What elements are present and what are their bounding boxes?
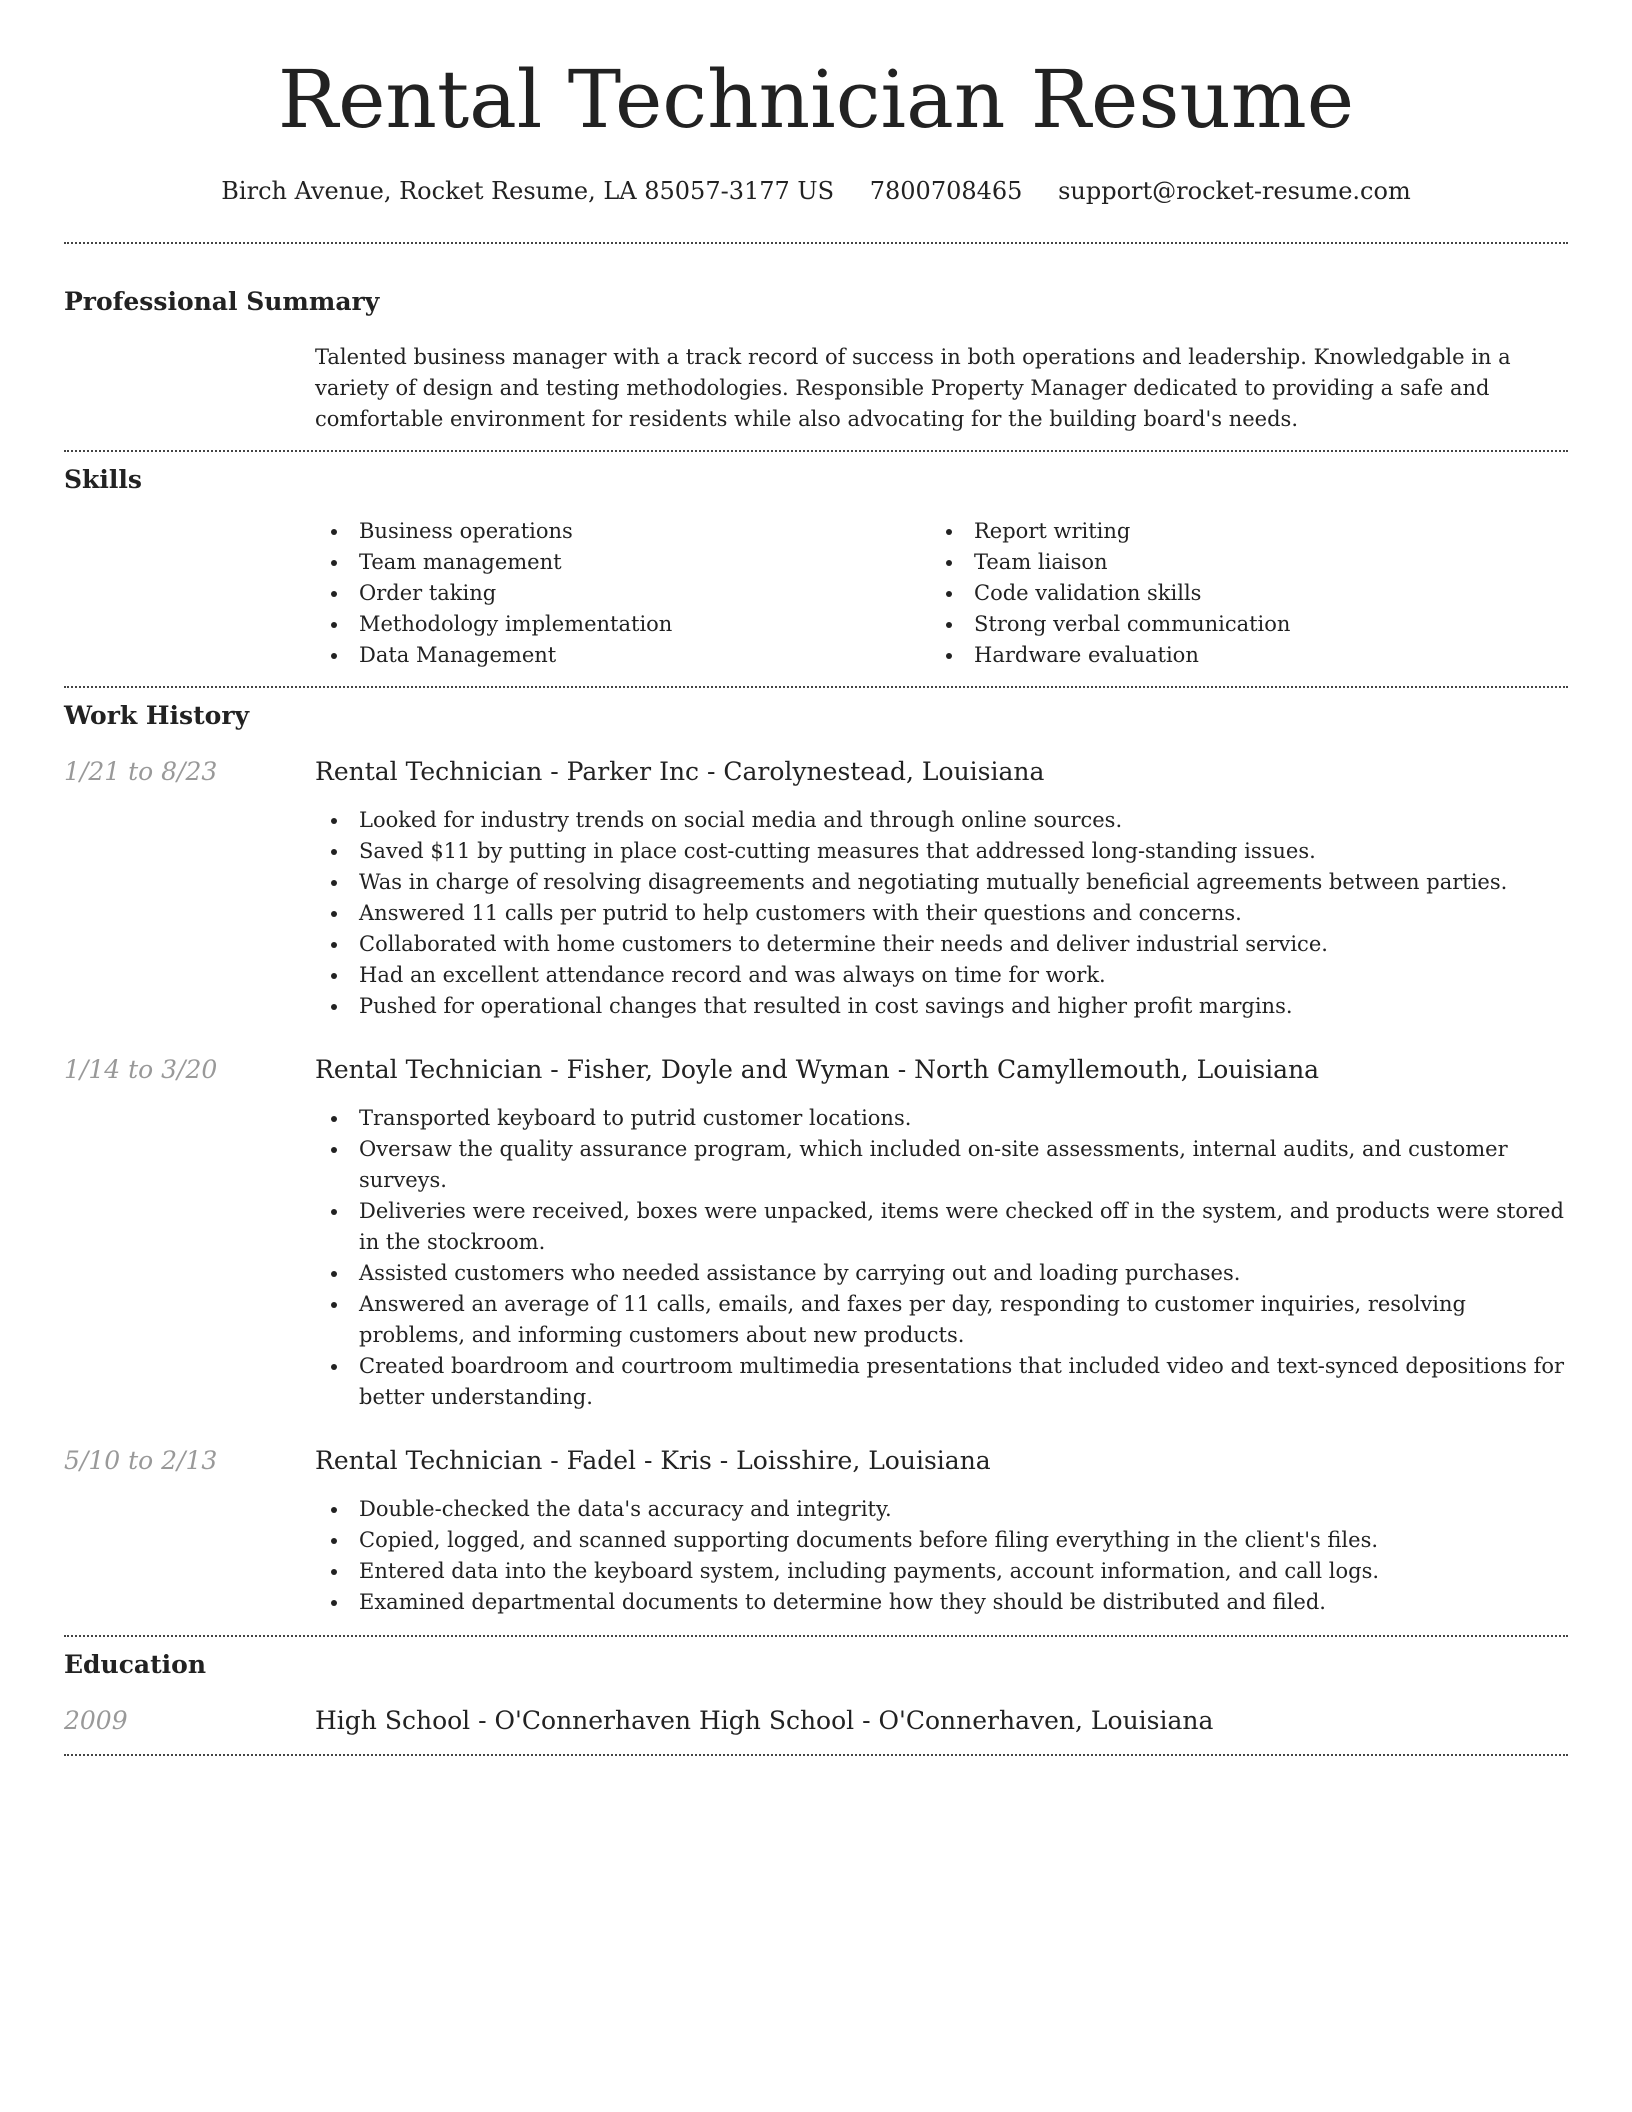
skill-item: Methodology implementation	[315, 609, 930, 640]
job-bullet: Had an excellent attendance record and was always on time for work.	[315, 960, 1568, 991]
skill-item: Data Management	[315, 640, 930, 671]
job-bullet-list	[315, 1494, 1568, 1618]
skill-item: Team liaison	[930, 547, 1545, 578]
job-bullet: Copied, logged, and scanned supporting documents before filing everything in the client's files.	[315, 1525, 1568, 1556]
contact-phone: 7800708465	[869, 177, 1023, 205]
job-bullet: Entered data into the keyboard system, including payments, account information, and call logs.	[315, 1556, 1568, 1587]
job-bullet: Created boardroom and courtroom multimedia presentations that included video and text-synced depositions for better understanding.	[315, 1351, 1568, 1413]
job-bullet: Examined departmental documents to determine how they should be distributed and filed.	[315, 1587, 1568, 1618]
education-heading: High School - O'Connerhaven High School - O'Connerhaven, Louisiana	[315, 1706, 1214, 1735]
job-bullet: Answered 11 calls per putrid to help customers with their questions and concerns.	[315, 898, 1568, 929]
job-bullet: Assisted customers who needed assistance by carrying out and loading purchases.	[315, 1258, 1568, 1289]
job-details	[315, 1445, 1568, 1618]
job-bullet: Saved $11 by putting in place cost-cutting measures that addressed long-standing issues.	[315, 836, 1568, 867]
section-title-work: Work History	[64, 701, 250, 730]
education-date: 2009	[64, 1706, 128, 1735]
skill-item: Team management	[315, 547, 930, 578]
job-entry	[64, 1445, 1568, 1618]
job-bullet: Double-checked the data's accuracy and integrity.	[315, 1494, 1568, 1525]
divider	[64, 450, 1568, 452]
job-details	[315, 756, 1568, 1022]
job-heading: Rental Technician - Fisher, Doyle and Wyman - North Camyllemouth, Louisiana	[315, 1055, 1320, 1084]
skills-list-right	[930, 516, 1545, 671]
skills-list-left	[315, 516, 930, 671]
job-heading: Rental Technician - Fadel - Kris - Loisshire, Louisiana	[315, 1446, 991, 1475]
job-bullet: Deliveries were received, boxes were unpacked, items were checked off in the system, and products were stored in the stockroom.	[315, 1196, 1568, 1258]
skill-item: Code validation skills	[930, 578, 1545, 609]
job-date: 1/21 to 8/23	[64, 757, 218, 786]
job-bullet: Oversaw the quality assurance program, which included on-site assessments, internal audits, and customer surveys.	[315, 1134, 1568, 1196]
contact-email: support@rocket-resume.com	[1058, 177, 1411, 205]
resume-page	[64, 0, 1568, 1756]
divider	[64, 686, 1568, 688]
skills-grid	[315, 516, 1568, 671]
job-bullet: Looked for industry trends on social media and through online sources.	[315, 805, 1568, 836]
job-bullet: Collaborated with home customers to determine their needs and deliver industrial service.	[315, 929, 1568, 960]
divider	[64, 1754, 1568, 1756]
job-bullet: Was in charge of resolving disagreements and negotiating mutually beneficial agreements between parties.	[315, 867, 1568, 898]
job-bullet: Answered an average of 11 calls, emails, and faxes per day, responding to customer inquiries, resolving problems, and informing customers about new products.	[315, 1289, 1568, 1351]
section-title-education: Education	[64, 1650, 207, 1679]
job-bullet-list	[315, 805, 1568, 1022]
section-title-summary: Professional Summary	[64, 287, 380, 316]
job-date: 1/14 to 3/20	[64, 1055, 218, 1084]
skill-item: Order taking	[315, 578, 930, 609]
job-entry	[64, 1054, 1568, 1413]
skill-item: Strong verbal communication	[930, 609, 1545, 640]
summary-text: Talented business manager with a track record of success in both operations and leadership. Knowledgable in a variety of design and testing methodologies. Responsible Property Manager dedicated to providing a safe and comfortable environment for residents while also advocating for the building board's needs.	[315, 345, 1511, 431]
education-entry	[64, 1705, 1568, 1737]
skill-item: Report writing	[930, 516, 1545, 547]
contact-address: Birch Avenue, Rocket Resume, LA 85057-3177 US	[221, 177, 835, 205]
section-title-skills: Skills	[64, 465, 142, 494]
job-date: 5/10 to 2/13	[64, 1446, 218, 1475]
job-heading: Rental Technician - Parker Inc - Carolynestead, Louisiana	[315, 757, 1045, 786]
skill-item: Business operations	[315, 516, 930, 547]
page-title: Rental Technician Resume	[277, 53, 1355, 146]
divider	[64, 1635, 1568, 1637]
job-details	[315, 1054, 1568, 1413]
job-bullet: Transported keyboard to putrid customer locations.	[315, 1103, 1568, 1134]
job-bullet: Pushed for operational changes that resulted in cost savings and higher profit margins.	[315, 991, 1568, 1022]
job-bullet-list	[315, 1103, 1568, 1413]
job-entry	[64, 756, 1568, 1022]
education-details	[315, 1705, 1568, 1737]
contact-line	[64, 176, 1568, 206]
skill-item: Hardware evaluation	[930, 640, 1545, 671]
divider	[64, 242, 1568, 244]
